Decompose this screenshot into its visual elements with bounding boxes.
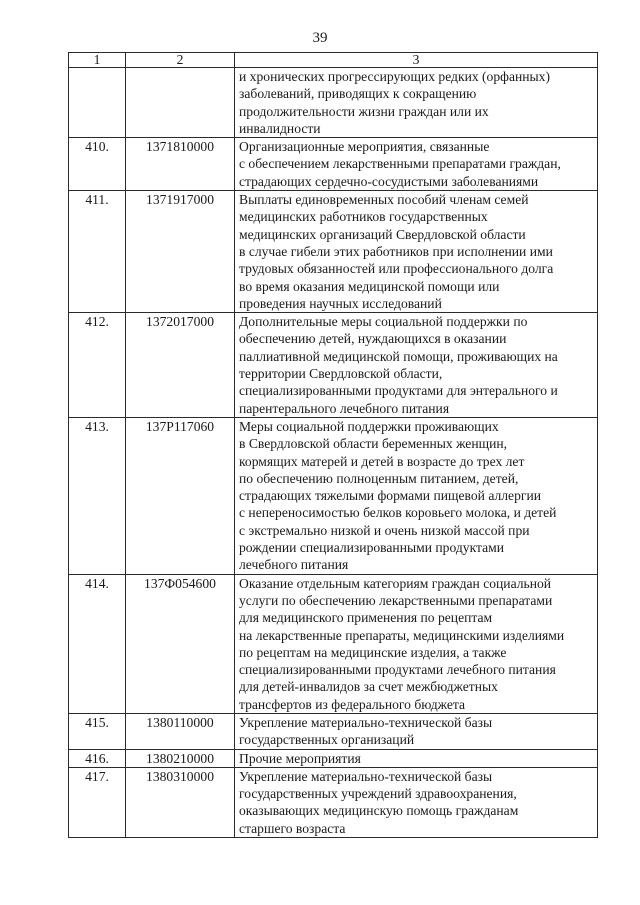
description-line: в случае гибели этих работников при исполнении ими xyxy=(239,243,553,259)
description-line: Дополнительные меры социальной поддержки по xyxy=(239,314,528,330)
description-line: рождении специализированными продуктами xyxy=(239,540,505,556)
row-code: 1372017000 xyxy=(126,313,235,418)
description-line: страдающих сердечно-сосудистыми заболеваниями xyxy=(239,173,539,189)
description-line: инвалидности xyxy=(239,120,321,136)
description-line: медицинских организаций Свердловской области xyxy=(239,226,526,242)
header-col-3: 3 xyxy=(235,53,598,68)
row-description-cell xyxy=(235,68,598,138)
description-line: продолжительности жизни граждан или их xyxy=(239,103,489,119)
row-description xyxy=(235,767,598,837)
row-description xyxy=(235,138,598,191)
description-line: оказывающих медицинскую помощь гражданам xyxy=(239,803,519,819)
description-line: территории Свердловской области, xyxy=(239,366,443,382)
description-line: специализированными продуктами для энтерального и xyxy=(239,383,558,399)
description-line: государственных учреждений здравоохранения, xyxy=(239,786,517,802)
row-description xyxy=(235,574,598,713)
table-row xyxy=(69,138,598,191)
description-line: Меры социальной поддержки проживающих xyxy=(239,418,499,434)
table-row xyxy=(69,574,598,713)
description-line: Выплаты единовременных пособий членам семей xyxy=(239,192,529,208)
description-line: парентерального лечебного питания xyxy=(239,400,450,416)
row-number: 410. xyxy=(69,138,126,191)
row-number: 417. xyxy=(69,767,126,837)
description-line: заболеваний, приводящих к сокращению xyxy=(239,86,477,102)
description-line: лечебного питания xyxy=(239,557,349,573)
description-line: на лекарственные препараты, медицинскими изделиями xyxy=(239,627,565,643)
description-line: кормящих матерей и детей в возрасте до трех лет xyxy=(239,453,525,469)
row-number: 413. xyxy=(69,417,126,574)
row-description xyxy=(235,191,598,313)
description-line: по обеспечению полноценным питанием, детей, xyxy=(239,470,519,486)
description-line: Организационные мероприятия, связанные xyxy=(239,139,490,155)
row-description xyxy=(235,749,598,767)
description-line: обеспечению детей, нуждающихся в оказании xyxy=(239,331,507,347)
continuation-row xyxy=(69,68,598,138)
description-line: трудовых обязанностей или профессионального долга xyxy=(239,261,554,277)
description-line: Прочие мероприятия xyxy=(239,750,361,766)
description-line: с непереносимостью белков коровьего молока, и детей xyxy=(239,505,557,521)
description-line: с обеспечением лекарственными препаратами граждан, xyxy=(239,156,561,172)
row-number: 415. xyxy=(69,713,126,749)
table-row xyxy=(69,313,598,418)
table-row xyxy=(69,191,598,313)
row-description xyxy=(235,417,598,574)
row-number: 411. xyxy=(69,191,126,313)
row-code: 1371810000 xyxy=(126,138,235,191)
table-row xyxy=(69,749,598,767)
budget-table xyxy=(68,52,598,838)
page-number: 39 xyxy=(312,30,328,46)
row-number-cell xyxy=(69,68,126,138)
description-line: услуги по обеспечению лекарственными препаратами xyxy=(239,592,553,608)
table-row xyxy=(69,767,598,837)
description-line: медицинских работников государственных xyxy=(239,209,488,225)
description-line: паллиативной медицинской помощи, проживающих на xyxy=(239,348,558,364)
description-line: страдающих тяжелыми формами пищевой аллергии xyxy=(239,488,542,504)
row-code: 1380310000 xyxy=(126,767,235,837)
table-row xyxy=(69,417,598,574)
row-number: 414. xyxy=(69,574,126,713)
description-line: во время оказания медицинской помощи или xyxy=(239,278,500,294)
description-line: в Свердловской области беременных женщин, xyxy=(239,436,508,452)
row-code: 1371917000 xyxy=(126,191,235,313)
row-number: 416. xyxy=(69,749,126,767)
description-line: для детей-инвалидов за счет межбюджетных xyxy=(239,679,498,695)
description-line: Укрепление материально-технической базы xyxy=(239,714,493,730)
row-code: 137P117060 xyxy=(126,417,235,574)
description-line: проведения научных исследований xyxy=(239,295,442,311)
row-code: 137Ф054600 xyxy=(126,574,235,713)
description-line: по рецептам на медицинские изделия, а также xyxy=(239,644,507,660)
row-code: 1380110000 xyxy=(126,713,235,749)
header-row xyxy=(69,53,598,68)
row-description xyxy=(235,313,598,418)
description-line: старшего возраста xyxy=(239,820,346,836)
description-line: государственных организаций xyxy=(239,732,415,748)
description-line: для медицинского применения по рецептам xyxy=(239,610,493,626)
header-col-2: 2 xyxy=(126,53,235,68)
table-row xyxy=(69,713,598,749)
description-line: Оказание отдельным категориям граждан социальной xyxy=(239,575,552,591)
description-line: с экстремально низкой и очень низкой массой при xyxy=(239,522,530,538)
header-col-1: 1 xyxy=(69,53,126,68)
row-number: 412. xyxy=(69,313,126,418)
row-code-cell xyxy=(126,68,235,138)
description-line: специализированными продуктами лечебного питания xyxy=(239,662,556,678)
row-description xyxy=(235,713,598,749)
description-line: трансфертов из федерального бюджета xyxy=(239,696,466,712)
description-line: Укрепление материально-технической базы xyxy=(239,768,493,784)
description-line: и хронических прогрессирующих редких (орфанных) xyxy=(239,69,551,84)
row-code: 1380210000 xyxy=(126,749,235,767)
